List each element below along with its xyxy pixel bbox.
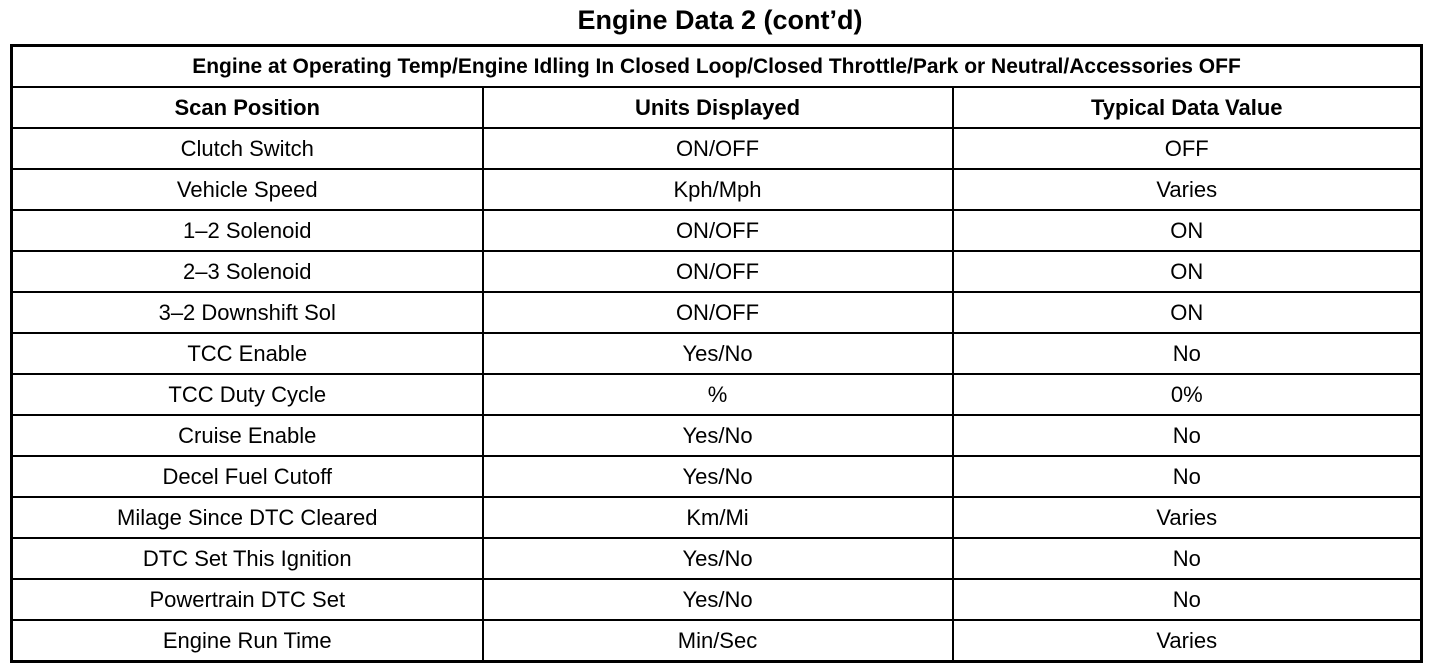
units-cell: Yes/No	[483, 333, 953, 374]
scan-position-cell: 3–2 Downshift Sol	[12, 292, 483, 333]
column-header-scan-position: Scan Position	[12, 87, 483, 128]
table-row	[12, 210, 1422, 251]
column-header-units-displayed: Units Displayed	[483, 87, 953, 128]
typical-value-cell: Varies	[953, 497, 1422, 538]
units-cell: ON/OFF	[483, 210, 953, 251]
scan-position-cell: Powertrain DTC Set	[12, 579, 483, 620]
typical-value-cell: ON	[953, 292, 1422, 333]
table-row	[12, 374, 1422, 415]
condition-row	[12, 46, 1422, 88]
scan-position-cell: 1–2 Solenoid	[12, 210, 483, 251]
typical-value-cell: ON	[953, 210, 1422, 251]
scan-position-cell: Engine Run Time	[12, 620, 483, 662]
condition-header: Engine at Operating Temp/Engine Idling In Closed Loop/Closed Throttle/Park or Neutral/Accessories OFF	[12, 46, 1422, 88]
units-cell: Yes/No	[483, 579, 953, 620]
units-cell: Kph/Mph	[483, 169, 953, 210]
units-cell: ON/OFF	[483, 128, 953, 169]
units-cell: Yes/No	[483, 538, 953, 579]
units-cell: %	[483, 374, 953, 415]
typical-value-cell: No	[953, 579, 1422, 620]
units-cell: ON/OFF	[483, 292, 953, 333]
column-header-row	[12, 87, 1422, 128]
typical-value-cell: No	[953, 456, 1422, 497]
page-title: Engine Data 2 (cont’d)	[577, 5, 863, 35]
scan-position-cell: TCC Duty Cycle	[12, 374, 483, 415]
scan-position-cell: TCC Enable	[12, 333, 483, 374]
table-row	[12, 415, 1422, 456]
typical-value-cell: 0%	[953, 374, 1422, 415]
scan-position-cell: Cruise Enable	[12, 415, 483, 456]
units-cell: ON/OFF	[483, 251, 953, 292]
typical-value-cell: Varies	[953, 169, 1422, 210]
units-cell: Yes/No	[483, 456, 953, 497]
typical-value-cell: No	[953, 538, 1422, 579]
table-row	[12, 620, 1422, 662]
scan-position-cell: Vehicle Speed	[12, 169, 483, 210]
typical-value-cell: Varies	[953, 620, 1422, 662]
typical-value-cell: ON	[953, 251, 1422, 292]
table-row	[12, 579, 1422, 620]
engine-data-table	[10, 44, 1423, 663]
units-cell: Yes/No	[483, 415, 953, 456]
units-cell: Min/Sec	[483, 620, 953, 662]
table-row	[12, 456, 1422, 497]
typical-value-cell: OFF	[953, 128, 1422, 169]
scan-position-cell: 2–3 Solenoid	[12, 251, 483, 292]
table-row	[12, 128, 1422, 169]
units-cell: Km/Mi	[483, 497, 953, 538]
scan-position-cell: Clutch Switch	[12, 128, 483, 169]
table-row	[12, 538, 1422, 579]
table-row	[12, 251, 1422, 292]
typical-value-cell: No	[953, 415, 1422, 456]
scan-position-cell: Decel Fuel Cutoff	[12, 456, 483, 497]
table-row	[12, 292, 1422, 333]
table-row	[12, 169, 1422, 210]
scan-position-cell: Milage Since DTC Cleared	[12, 497, 483, 538]
table-row	[12, 497, 1422, 538]
table-row	[12, 333, 1422, 374]
column-header-typical-data-value: Typical Data Value	[953, 87, 1422, 128]
scan-position-cell: DTC Set This Ignition	[12, 538, 483, 579]
typical-value-cell: No	[953, 333, 1422, 374]
